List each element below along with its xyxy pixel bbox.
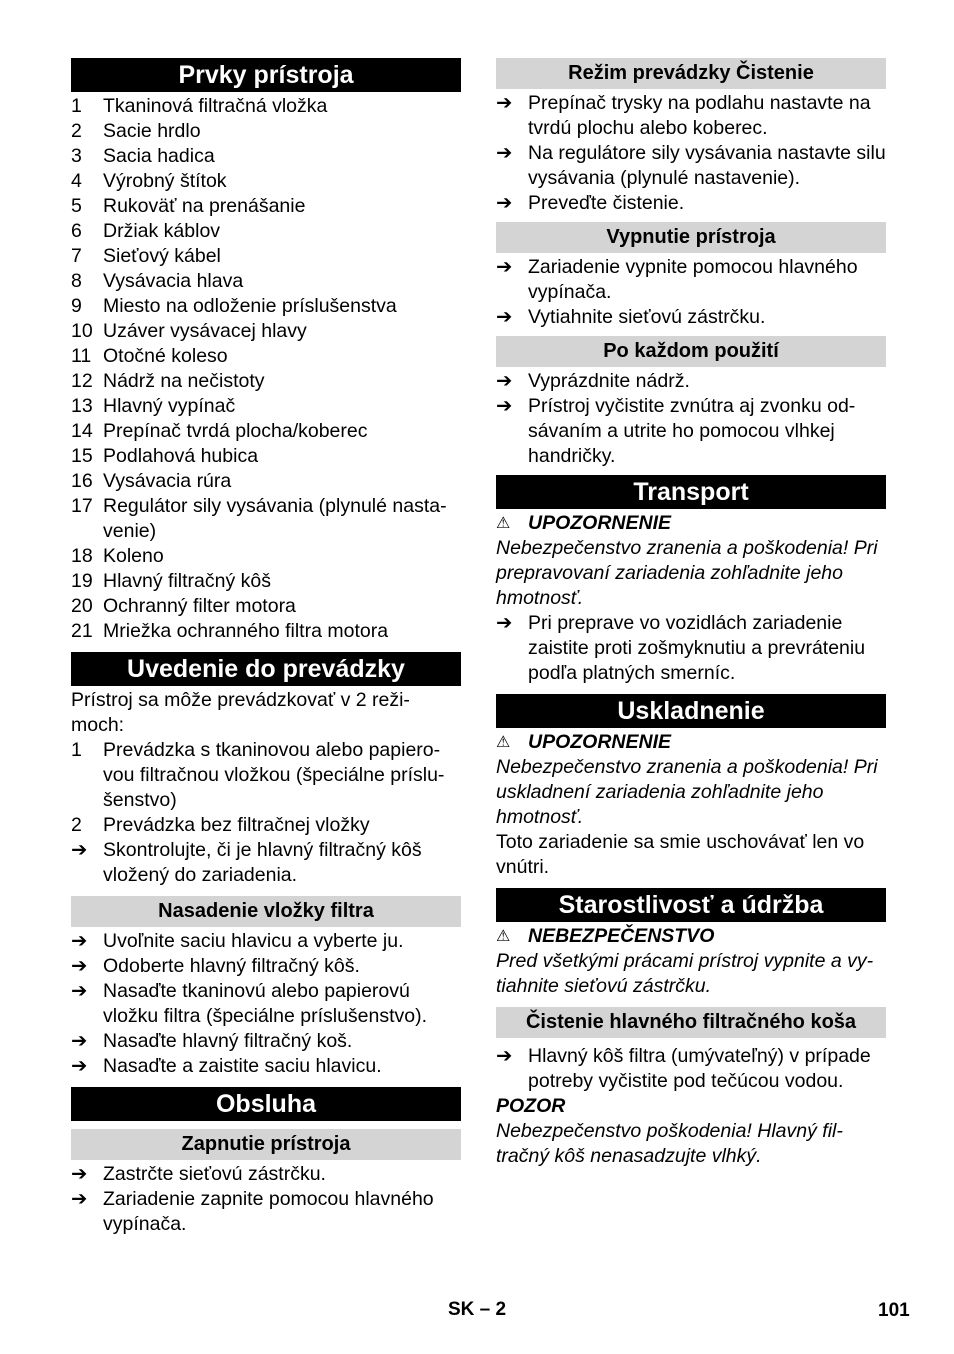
item-number: 1	[71, 739, 82, 761]
uvedenie-intro: Prístroj sa môže prevádzkovať v 2 reži-moch:	[71, 689, 410, 736]
heading-prvky: Prvky prístroja	[71, 58, 461, 92]
list-item	[71, 444, 461, 469]
heading-transport: Transport	[496, 475, 886, 509]
item-text: Prepínač tvrdá plocha/koberec	[103, 420, 368, 442]
heading-obsluha: Obsluha	[71, 1087, 461, 1121]
step-text: Vytiahnite sieťovú zástrčku.	[528, 306, 766, 328]
step-item	[496, 611, 886, 686]
arrow-right-icon: ➔	[71, 1055, 88, 1077]
arrow-right-icon: ➔	[71, 839, 88, 861]
step-text: Nasaďte tkaninovú alebo papierovú vložku filtra (špeciálne príslušenstvo).	[103, 980, 428, 1027]
step-text: Nasaďte hlavný filtračný koš.	[103, 1030, 353, 1052]
item-text: Vysávacia rúra	[103, 470, 232, 492]
item-text: Prevádzka s tkaninovou alebo papiero-vou filtračnou vložkou (špeciálne príslu-šenstvo)	[103, 739, 445, 811]
warning-text: Nebezpečenstvo zranenia a poškodenia! Pri uskladnení zariadenia zohľadnite jeho hmotnosť.	[496, 756, 878, 828]
item-number: 7	[71, 245, 82, 267]
item-text: Sacie hrdlo	[103, 120, 201, 142]
parts-list	[71, 94, 461, 644]
step-item	[496, 91, 886, 141]
list-item	[71, 569, 461, 594]
item-number: 19	[71, 570, 93, 592]
heading-po-kazdom: Po každom použití	[496, 336, 886, 367]
item-text: Sieťový kábel	[103, 245, 221, 267]
item-number: 21	[71, 620, 93, 642]
warning-icon: ⚠	[496, 734, 511, 751]
danger-text: Pred všetkými prácami prístroj vypnite a vy-tiahnite sieťovú zástrčku.	[496, 950, 874, 997]
item-text: Uzáver vysávacej hlavy	[103, 320, 307, 342]
item-text: Regulátor sily vysávania (plynulé nasta-venie)	[103, 495, 447, 542]
caution-text: Nebezpečenstvo poškodenia! Hlavný fil-tračný kôš nenasadzujte vlhký.	[496, 1120, 843, 1167]
item-text: Sacia hadica	[103, 145, 215, 167]
left-column	[71, 58, 461, 1237]
item-text: Miesto na odloženie príslušenstva	[103, 295, 397, 317]
arrow-right-icon: ➔	[496, 192, 513, 214]
arrow-right-icon: ➔	[71, 930, 88, 952]
arrow-right-icon: ➔	[496, 370, 513, 392]
step-text: Pri preprave vo vozidlách zariadenie zaistite proti zošmyknutiu a prevráteniu podľa platných smerníc.	[528, 612, 866, 684]
arrow-right-icon: ➔	[496, 256, 513, 278]
item-number: 14	[71, 420, 93, 442]
step-item	[71, 1187, 461, 1237]
list-item	[71, 144, 461, 169]
right-column	[496, 58, 886, 1169]
danger-label-text: NEBEZPEČENSTVO	[528, 925, 715, 947]
item-number: 18	[71, 545, 93, 567]
item-number: 2	[71, 814, 82, 836]
step-item	[71, 1162, 461, 1187]
arrow-right-icon: ➔	[71, 955, 88, 977]
arrow-right-icon: ➔	[496, 1045, 513, 1067]
heading-zapnutie: Zapnutie prístroja	[71, 1129, 461, 1160]
item-number: 1	[71, 95, 82, 117]
step-item	[496, 141, 886, 191]
item-text: Hlavný vypínač	[103, 395, 236, 417]
step-item	[71, 838, 461, 888]
step-text: Na regulátore sily vysávania nastavte silu vysávania (plynulé nastavenie).	[528, 142, 886, 189]
item-text: Výrobný štítok	[103, 170, 227, 192]
item-text: Podlahová hubica	[103, 445, 259, 467]
step-item	[71, 954, 461, 979]
item-number: 17	[71, 495, 93, 517]
arrow-right-icon: ➔	[496, 395, 513, 417]
warning-icon: ⚠	[496, 515, 511, 532]
item-text: Tkaninová filtračná vložka	[103, 95, 328, 117]
arrow-right-icon: ➔	[496, 142, 513, 164]
step-text: Zariadenie zapnite pomocou hlavného vypínača.	[103, 1188, 434, 1235]
arrow-right-icon: ➔	[496, 306, 513, 328]
item-number: 9	[71, 295, 82, 317]
step-item	[496, 305, 886, 330]
item-number: 3	[71, 145, 82, 167]
list-item	[71, 419, 461, 444]
list-item	[71, 619, 461, 644]
item-text: Mriežka ochranného filtra motora	[103, 620, 389, 642]
warning-label	[496, 730, 886, 755]
step-item	[496, 369, 886, 394]
step-text: Zariadenie vypnite pomocou hlavného vypínača.	[528, 256, 858, 303]
heading-starostlivost: Starostlivosť a údržba	[496, 888, 886, 922]
item-text: Držiak káblov	[103, 220, 221, 242]
step-text: Vyprázdnite nádrž.	[528, 370, 690, 392]
danger-label	[496, 924, 886, 949]
step-text: Hlavný kôš filtra (umývateľný) v prípade potreby vyčistite pod tečúcou vodou.	[528, 1045, 871, 1092]
step-item	[496, 255, 886, 305]
item-text: Otočné koleso	[103, 345, 228, 367]
step-item	[71, 929, 461, 954]
step-item	[71, 1054, 461, 1079]
item-text: Hlavný filtračný kôš	[103, 570, 271, 592]
item-text: Vysávacia hlava	[103, 270, 244, 292]
arrow-right-icon: ➔	[71, 980, 88, 1002]
list-item	[71, 394, 461, 419]
warning-label	[496, 511, 886, 536]
list-item	[71, 594, 461, 619]
arrow-right-icon: ➔	[496, 92, 513, 114]
list-item	[71, 269, 461, 294]
item-number: 2	[71, 120, 82, 142]
item-number: 12	[71, 370, 93, 392]
step-item	[71, 1029, 461, 1054]
uskladnenie-text: Toto zariadenie sa smie uschovávať len vo vnútri.	[496, 831, 865, 878]
list-item	[71, 738, 461, 813]
item-number: 20	[71, 595, 93, 617]
caution-label	[496, 1094, 886, 1119]
item-number: 11	[71, 345, 92, 367]
item-number: 5	[71, 195, 82, 217]
item-text: Nádrž na nečistoty	[103, 370, 265, 392]
step-item	[496, 191, 886, 216]
item-text: Prevádzka bez filtračnej vložky	[103, 814, 370, 836]
heading-vypnutie: Vypnutie prístroja	[496, 222, 886, 253]
heading-nasadenie: Nasadenie vložky filtra	[71, 896, 461, 927]
step-item	[496, 394, 886, 469]
heading-uskladnenie: Uskladnenie	[496, 694, 886, 728]
list-item	[71, 813, 461, 838]
list-item	[71, 119, 461, 144]
list-item	[71, 294, 461, 319]
item-text: Ochranný filter motora	[103, 595, 296, 617]
warning-label-text: UPOZORNENIE	[528, 731, 672, 753]
arrow-right-icon: ➔	[71, 1030, 88, 1052]
list-item	[71, 344, 461, 369]
list-item	[71, 169, 461, 194]
page-number: 101	[878, 1300, 910, 1321]
caution-label-text: POZOR	[496, 1095, 566, 1117]
item-number: 15	[71, 445, 93, 467]
list-item	[71, 94, 461, 119]
warning-label-text: UPOZORNENIE	[528, 512, 672, 534]
arrow-right-icon: ➔	[496, 612, 513, 634]
item-number: 16	[71, 470, 93, 492]
arrow-right-icon: ➔	[71, 1163, 88, 1185]
step-text: Preveďte čistenie.	[528, 192, 685, 214]
step-text: Uvoľnite saciu hlavicu a vyberte ju.	[103, 930, 404, 952]
item-number: 4	[71, 170, 82, 192]
step-text: Zastrčte sieťovú zástrčku.	[103, 1163, 326, 1185]
step-text: Prepínač trysky na podlahu nastavte na tvrdú plochu alebo koberec.	[528, 92, 871, 139]
heading-cistenie: Čistenie hlavného filtračného koša	[496, 1007, 886, 1038]
list-item	[71, 194, 461, 219]
step-item	[496, 1044, 886, 1094]
step-text: Nasaďte a zaistite saciu hlavicu.	[103, 1055, 382, 1077]
step-text: Prístroj vyčistite zvnútra aj zvonku od-sávaním a utrite ho pomocou vlhkej handričky.	[528, 395, 856, 467]
item-text: Koleno	[103, 545, 164, 567]
list-item	[71, 369, 461, 394]
warning-icon: ⚠	[496, 928, 511, 945]
item-number: 8	[71, 270, 82, 292]
list-item	[71, 319, 461, 344]
heading-rezim: Režim prevádzky Čistenie	[496, 58, 886, 89]
item-number: 13	[71, 395, 93, 417]
warning-text: Nebezpečenstvo zranenia a poškodenia! Pri prepravovaní zariadenia zohľadnite jeho hmotnosť.	[496, 537, 878, 609]
item-text: Rukoväť na prenášanie	[103, 195, 306, 217]
step-item	[71, 979, 461, 1029]
list-item	[71, 469, 461, 494]
step-text: Odoberte hlavný filtračný kôš.	[103, 955, 360, 977]
item-number: 10	[71, 320, 93, 342]
item-number: 6	[71, 220, 82, 242]
list-item	[71, 494, 461, 544]
heading-uvedenie: Uvedenie do prevádzky	[71, 652, 461, 686]
footer-section: SK – 2	[448, 1299, 507, 1320]
step-text: Skontrolujte, či je hlavný filtračný kôš vložený do zariadenia.	[103, 839, 422, 886]
list-item	[71, 219, 461, 244]
arrow-right-icon: ➔	[71, 1188, 88, 1210]
list-item	[71, 244, 461, 269]
list-item	[71, 544, 461, 569]
